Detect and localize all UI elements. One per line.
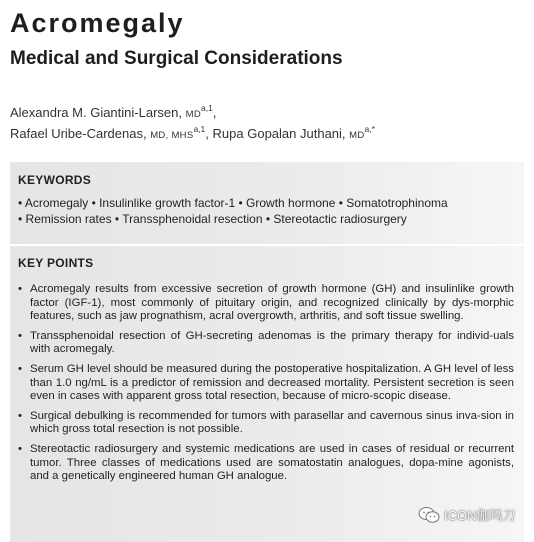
author-affiliation: a,1 — [200, 103, 213, 113]
key-point-item: • Acromegaly results from excessive secretion of growth hormone (GH) and insulinlike growth factor (IGF-1), most commonly of pituitary origin, and recognized clinically by dys-morphic features, such as jaw prognathism, acral overgrowth, arthritis, and soft tissue swelling. — [18, 283, 514, 323]
author-degree: MD — [349, 130, 365, 141]
article-subtitle: Medical and Surgical Considerations — [10, 48, 343, 69]
author-degree: MD, MHS — [150, 130, 194, 141]
section-divider — [10, 244, 524, 246]
author-line-1: Alexandra M. Giantini-Larsen, MD$^{a,1}$, — [10, 103, 217, 120]
bullet-icon: • — [18, 283, 22, 295]
keywords-line: • Remission rates • Transsphenoidal resection • Stereotactic radiosurgery — [18, 212, 407, 226]
author-degree: MD — [185, 109, 201, 120]
wechat-icon — [418, 506, 440, 524]
keywords-line: • Acromegaly • Insulinlike growth factor-1 • Growth hormone • Somatotrophinoma — [18, 196, 448, 210]
keywords-list — [18, 195, 518, 227]
key-point-item: • Stereotactic radiosurgery and systemic medications are used in cases of residual or recurrent tumor. Three classes of medications used are somatostatin analogues, dopa-mine agonists, and a genetically engineered human GH analogue. — [18, 442, 514, 483]
author-name: Rafael Uribe-Cardenas, — [10, 126, 147, 141]
bullet-icon: • — [18, 442, 22, 455]
key-points-list — [18, 283, 514, 490]
watermark — [418, 505, 516, 524]
keywords-heading: KEYWORDS — [18, 173, 92, 187]
key-point-item: • Surgical debulking is recommended for tumors with parasellar and cavernous sinus inva-sion in which gross total resection is not possible. — [18, 409, 514, 436]
author-name: Alexandra M. Giantini-Larsen, — [10, 105, 182, 120]
watermark-text: ICON伽玛刀 — [444, 508, 516, 523]
author-name: Rupa Gopalan Juthani, — [212, 126, 346, 141]
article-title: Acromegaly — [10, 8, 185, 38]
key-points-heading: KEY POINTS — [18, 256, 94, 270]
key-point-item: • Serum GH level should be measured during the postoperative hospitalization. A GH level of less than 1.0 ng/mL is a predictor of remission and decreased mortality. Persistent secretion is seen even in cases with apparent gross total resection, because of micro-scopic disease. — [18, 362, 514, 403]
summary-box — [10, 162, 524, 542]
author-affiliation: a,1 — [193, 124, 206, 134]
bullet-icon: • — [18, 329, 22, 342]
author-line-2: Rafael Uribe-Cardenas, MD, MHS$^{a,1}$, Rupa Gopalan Juthani, $MD^{a,*}$ — [10, 124, 375, 141]
key-point-item: • Transsphenoidal resection of GH-secreting adenomas is the primary therapy for individ-uals with acromegaly. — [18, 329, 514, 356]
bullet-icon: • — [18, 362, 22, 375]
author-list — [10, 103, 530, 145]
author-affiliation: a,* — [364, 124, 375, 134]
bullet-icon: • — [18, 409, 22, 422]
